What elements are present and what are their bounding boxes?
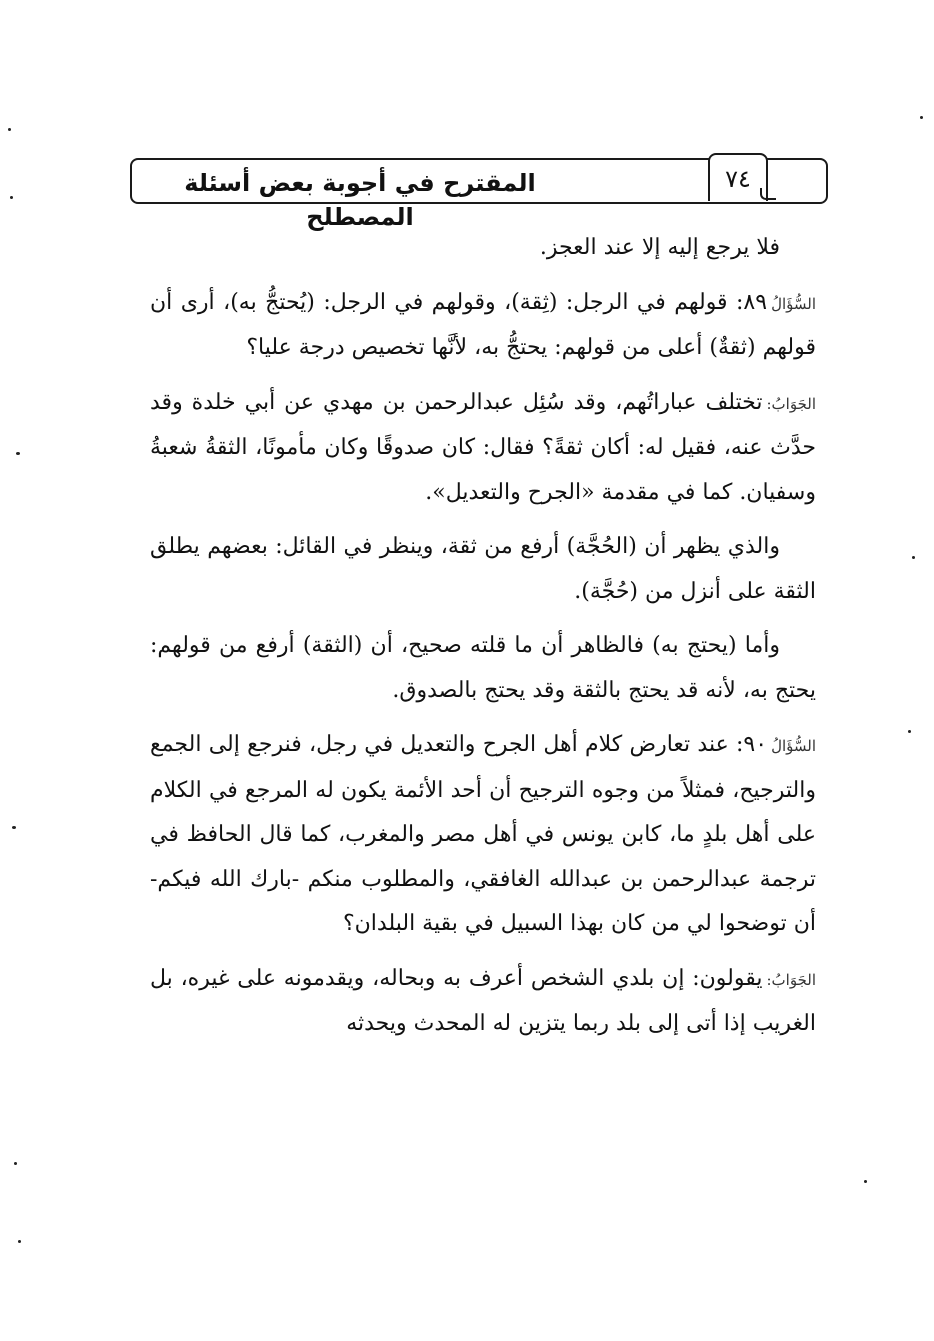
answer-90-text: يقولون: إن بلدي الشخص أعرف به وبحاله، ويقدمونه على غيره، بل الغريب إذا أتى إلى بلد ربما يتزين له المحدث ويحدثه [150,965,816,1036]
paragraph-yuhtaj: وأما (يحتج به) فالظاهر أن ما قلته صحيح، أن (الثقة) أرفع من قولهم: يحتج به، لأنه قد يحتج بالثقة وقد يحتج بالصدوق. [150,633,816,703]
question-90-text: ٩٠: عند تعارض كلام أهل الجرح والتعديل في رجل، فنرجع إلى الجمع والترجيح، فمثلاً من وجوه الترجيح أن أحد الأئمة يكون له المرجع في الكلام على أهل بلدٍ ما، كابن يونس في أهل مصر والمغرب، كما قال الحافظ في ترجمة عبدالرحمن بن عبدالله الغافقي، والمطلوب منكم -بارك الله فيكم- أن توضحوا لي من كان بهذا السبيل في بقية البلدان؟ [150,732,816,936]
answer-89-text: تختلف عباراتُهم، وقد سُئِل عبدالرحمن بن مهدي عن أبي خلدة وقد حدَّث عنه، فقيل له: أكان ثقةً؟ فقال: كان صدوقًا وكان مأمونًا، الثقةُ شعبةُ وسفيان. كما في مقدمة «الجرح والتعديل». [150,389,816,505]
scan-speck [912,556,915,559]
scan-speck [12,826,16,829]
scan-speck [18,1240,21,1243]
question-label: السُّؤَالُ [771,294,816,313]
question-label: السُّؤَالُ [771,737,816,755]
answer-89 [150,381,816,516]
question-90 [150,723,816,947]
scan-speck [908,730,911,733]
question-89 [150,281,816,371]
paragraph-hujja: والذي يظهر أن (الحُجَّة) أرفع من ثقة، وينظر في القائل: بعضهم يطلق الثقة على أنزل من (حُجَّة). [150,534,816,604]
answer-label: الجَوَابُ: [766,394,816,413]
question-89-text: ٨٩: قولهم في الرجل: (ثِقة)، وقولهم في الرجل: (يُحتجُّ به)، أرى أن قولهم (ثقةٌ) أعلى من قولهم: يحتجُّ به، لأنَّها تخصيص درجة عليا؟ [150,289,816,360]
body-text [150,226,816,1047]
page-tab-ornament [760,188,776,200]
scan-speck [920,116,923,119]
scan-speck [864,1180,867,1183]
scan-speck [10,196,13,199]
running-header-title: المقترح في أجوبة بعض أسئلة المصطلح [184,169,536,231]
page-number: ٧٤ [725,165,751,193]
answer-label: الجَوَابُ: [766,970,816,989]
paragraph-continuation: فلا يرجع إليه إلا عند العجز. [539,235,780,260]
answer-90 [150,957,816,1047]
scan-speck [14,1162,17,1165]
scan-speck [16,452,20,455]
scan-speck [8,128,11,131]
